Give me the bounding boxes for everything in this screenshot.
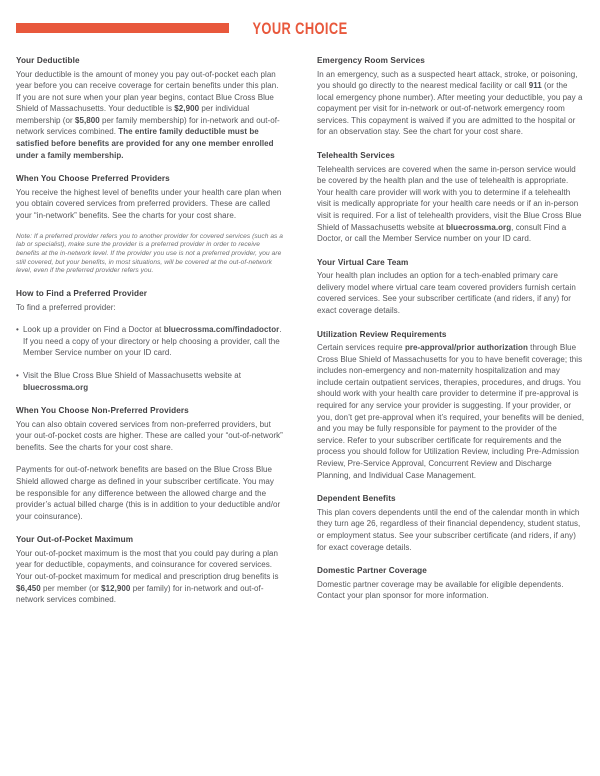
section-heading: When You Choose Preferred Providers <box>16 174 170 184</box>
body-text: To find a preferred provider: <box>16 302 116 312</box>
section-heading: Your Out-of-Pocket Maximum <box>16 535 134 545</box>
paragraph <box>317 270 584 316</box>
emphasis-text: $5,800 <box>75 115 100 125</box>
body-text: In an emergency, such as a suspected heart attack, stroke, or poisoning, you should go directly to the nearest medical facility or call <box>317 69 578 91</box>
section-heading: Telehealth Services <box>317 151 395 161</box>
section-utilization-review-requirements <box>317 329 584 482</box>
body-text: , consult Find a Doctor, or call the Member Service number on your ID card. <box>317 222 567 244</box>
left-column <box>16 55 283 618</box>
section-dependent-benefits <box>317 493 584 553</box>
paragraph <box>16 187 283 222</box>
body-text: through Blue Cross Blue Shield of Massachusetts for you to have benefit coverage; this includes non-emergency and non-maternity hospitalization and may include certain outpatient services, therapies, procedures, and drugs. You should work with your health care provider to determine if pre-approval is required for any service your provider is suggesting. If your provider, or you, don’t get pre-approval when it’s required, your benefits will be denied, and you may be fully responsible for payment to the provider of the service. Refer to your subscriber certificate for requirements and the process you should follow for Utilization Review, including Pre-Admission Review, Pre-Service Approval, Concurrent Review and Discharge Planning, and Individual Case Management. <box>317 343 584 480</box>
section-telehealth-services <box>317 150 584 245</box>
section-heading: Your Deductible <box>16 56 80 65</box>
paragraph <box>317 342 584 481</box>
emphasis-text: 911 <box>528 81 542 91</box>
body-text: . If you need a copy of your directory or help choosing a provider, call the Member Service number on your ID card. <box>23 325 282 358</box>
paragraph <box>16 69 283 162</box>
emphasis-text: The entire family deductible must be satisfied before benefits are provided for any one member enrolled under a family membership. <box>16 127 274 160</box>
section-heading: Domestic Partner Coverage <box>317 566 427 576</box>
paragraph <box>16 548 283 606</box>
bullet-item <box>16 324 283 359</box>
body-text: per family membership) for in-network and out-of-network services combined. <box>16 115 280 137</box>
section-when-you-choose-preferred-providers <box>16 173 283 276</box>
emphasis-text: bluecrossma.org <box>23 382 89 392</box>
emphasis-text: $2,900 <box>174 104 200 114</box>
footnote-text: Note: If a preferred provider refers you to another provider for covered services (such as a lab or specialist), make sure the provider is a preferred provider in order to receive benefits at the in-network level. If the provider you use is not a preferred provider, you are still covered, but your benefits, in most situations, will be covered at the out-of-network level, even if the preferred provider refers you. <box>16 232 284 275</box>
emphasis-text: $6,450 <box>16 583 41 593</box>
body-text: per member (or <box>40 583 102 593</box>
section-heading: When You Choose Non-Preferred Providers <box>16 406 189 416</box>
section-heading: Your Virtual Care Team <box>317 257 409 267</box>
paragraph <box>317 579 584 602</box>
section-emergency-room-services <box>317 55 584 138</box>
bullet-item <box>16 370 283 393</box>
emphasis-text: bluecrossma.com/findadoctor <box>163 325 280 335</box>
body-text: Your deductible is the amount of money you pay out-of-pocket each plan year before you can receive coverage for certain benefits under this plan. If you are not sure when your plan year begins, contact Blue Cross Blue Shield of Massachusetts. Your deductible is <box>16 69 279 114</box>
section-heading: Utilization Review Requirements <box>317 329 447 339</box>
body-text: Payments for out-of-network benefits are based on the Blue Cross Blue Shield allowed charge as defined in your subscriber certificate. You may be responsible for any difference between the allowed charge and the provider’s actual billed charge (this is in addition to your deductible and/or your coinsurance). <box>16 465 281 521</box>
section-your-virtual-care-team <box>317 257 584 317</box>
body-text: Visit the Blue Cross Blue Shield of Massachusetts website at <box>23 370 242 380</box>
emphasis-text: $12,900 <box>101 583 131 593</box>
body-text: Your health plan includes an option for a tech-enabled primary care delivery model where virtual care team covered providers furnish certain covered services. See your subscriber certificate (and riders, if any) for exact coverage details. <box>317 271 576 315</box>
emphasis-text: bluecrossma.org <box>445 222 512 232</box>
body-text: per family) for in-network and out-of-network services combined. <box>16 583 264 605</box>
page-title: YOUR CHOICE <box>252 20 348 38</box>
section-heading: Emergency Room Services <box>317 56 425 65</box>
paragraph <box>317 507 584 553</box>
paragraph <box>16 464 283 522</box>
body-text: Telehealth services are covered when the same in-person service would be covered by the health plan and the use of telehealth is appropriate. Your health care provider will work with you to determine if a telehealth visit is medically appropriate for your health care needs or if an in-person visit is required. For a list of telehealth providers, visit the Blue Cross Blue Shield of Massachusetts website at <box>317 164 582 232</box>
paragraph <box>16 419 283 454</box>
section-your-deductible <box>16 55 283 161</box>
section-when-you-choose-non-preferred-providers <box>16 405 283 522</box>
body-text: per individual membership (or <box>16 104 250 125</box>
section-heading: How to Find a Preferred Provider <box>16 289 148 299</box>
bullet-icon: • <box>16 370 19 380</box>
body-text: Look up a provider on Find a Doctor at <box>23 325 164 335</box>
two-column-body <box>0 55 600 618</box>
bullet-icon: • <box>16 325 19 335</box>
section-your-out-of-pocket-maximum <box>16 534 283 605</box>
paragraph <box>16 302 283 314</box>
paragraph <box>317 164 584 245</box>
right-column <box>317 55 584 618</box>
body-text: Certain services require <box>317 343 405 353</box>
section-domestic-partner-coverage <box>317 565 584 602</box>
body-text: You can also obtain covered services from non-preferred providers, but your out-of-pocket costs are higher. These are called your “out-of-network” benefits. See the charts for your cost share. <box>16 419 283 452</box>
body-text: You receive the highest level of benefits under your health care plan when you obtain covered services from preferred providers. These are called your “in-network” benefits. See the charts for your cost share. <box>16 187 282 220</box>
emphasis-text: pre-approval/prior authorization <box>404 343 528 353</box>
body-text: Your out-of-pocket maximum is the most that you could pay during a plan year for deductible, copayments, and coinsurance for covered services. Your out-of-pocket maximum for medical and prescription drug benefits is <box>16 548 279 582</box>
body-text: (or the local emergency phone number). After meeting your deductible, you pay a copayment per visit for in-network or out-of-network emergency room services. This copayment is waived if you are admitted to the hospital or for an observation stay. See the chart for your cost share. <box>317 81 583 137</box>
section-how-to-find-a-preferred-provider <box>16 288 283 393</box>
paragraph <box>317 69 584 139</box>
page-header <box>0 0 600 55</box>
section-heading: Dependent Benefits <box>317 494 396 504</box>
body-text: This plan covers dependents until the end of the calendar month in which they turn age 26, regardless of their financial dependency, student status, or employment status. See your subscriber certificate (and riders, if any) for exact coverage details. <box>317 507 581 552</box>
body-text: Domestic partner coverage may be available for eligible dependents. Contact your plan sponsor for more information. <box>317 579 564 601</box>
